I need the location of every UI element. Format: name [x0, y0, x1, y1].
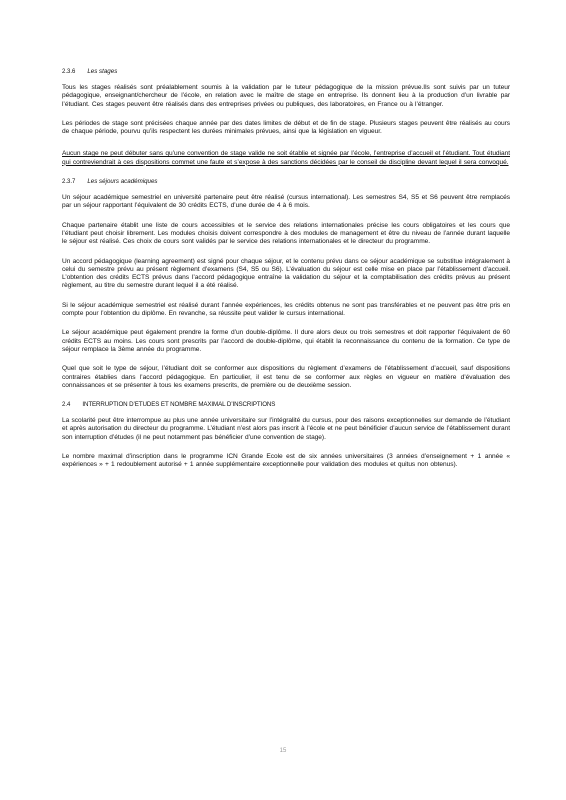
section-heading [62, 178, 510, 185]
paragraph: Le séjour académique peut également prendre la forme d’un double-diplôme. Il dure alors deux ou trois semestres et doit rapporter l’équivalent de 60 crédits ECTS au moins. Les cours sont prescrits par l’accord de double-diplôme, qui établit la reconnaissance du contenu de la formation. Ce type de séjour remplace la 3ème année du programme. [62, 329, 510, 353]
document-page [62, 68, 510, 481]
section-stages [62, 68, 510, 167]
paragraph-underlined: Aucun stage ne peut débuter sans qu’une convention de stage valide ne soit établie et signée par l’école, l’entreprise d’accueil et l’étudiant. Tout étudiant qui contreviendrait à ces dispositions commet une faute et s’expose à des sanctions décidées par le conseil de discipline devant lequel il sera convoqué. [62, 150, 510, 166]
paragraph: Chaque partenaire établit une liste de cours accessibles et le service des relations internationales précise les cours obligatoires et les cours que l’étudiant peut choisir librement. Les modules choisis doivent correspondre à des modules de management et être du niveau de l’année durant laquelle le séjour est réalisé. Ces choix de cours sont validés par le service des relations internationales et le directeur du programme. [62, 221, 510, 246]
section-number: 2.3.6 [62, 69, 76, 75]
page-number: 15 [279, 748, 287, 754]
section-heading [62, 401, 510, 408]
paragraph: Quel que soit le type de séjour, l’étudiant doit se conformer aux dispositions du règlement d’examens de l’établissement d’accueil, sauf dispositions contraires établies dans l’accord pédagogique. En particulier, il est tenu de se conformer aux règles en vigueur en matière d’évaluation des connaissances et se présenter à tous les examens prescrits, de première ou de deuxième session. [62, 365, 510, 389]
paragraph: Si le séjour académique semestriel est réalisé durant l’année expériences, les crédits obtenus ne sont pas transférables et ne peuvent pas être pris en compte pour l’obtention du diplôme. En revanche, sa réussite peut valider le cursus international. [62, 301, 510, 318]
section-title: Les séjours académiques [87, 178, 158, 186]
section-number: 2.3.7 [62, 179, 76, 186]
paragraph: La scolarité peut être interrompue au plus une année universitaire sur l’intégralité du cursus, pour des raisons exceptionnelles sur demande de l’étudiant et après autorisation du directeur du programme. L’étudiant n’est alors pas inscrit à l’école et ne peut bénéficier d’aucun service de l’établissement durant son interruption d’études (il ne peut notamment pas bénéficier d’une convention de stage). [62, 417, 510, 441]
section-title: INTERRUPTION D’ETUDES ET NOMBRE MAXIMAL D’INSCRIPTIONS [82, 401, 276, 409]
paragraph: Les périodes de stage sont précisées chaque année par des dates limites de début et de fin de stage. Plusieurs stages peuvent être réalisés au cours de chaque période, pourvu qu’ils respectent les durées minimales prévues, ainsi que la législation en vigueur. [62, 119, 510, 136]
paragraph: Le nombre maximal d’inscription dans le programme ICN Grande Ecole est de six années universitaires (3 années d’enseignement + 1 année « expériences » + 1 redoublement autorisé + 1 année supplémentaire exceptionnelle pour validation des modules et quitus non obtenus). [62, 453, 510, 469]
paragraph: Tous les stages réalisés sont préalablement soumis à la validation par le tuteur pédagogique de la mission prévue.Ils sont suivis par un tuteur pédagogique, enseignant/chercheur de l’école, en relation avec le maître de stage en entreprise. Ils donnent lieu à la production d’un livrable par l’étudiant. Ces stages peuvent être réalisés dans des entreprises privées ou publiques, des laboratoires, en France ou à l’étranger. [62, 84, 510, 108]
section-number: 2.4 [62, 402, 71, 409]
paragraph: Un accord pédagogique (learning agreement) est signé pour chaque séjour, et le contenu prévu dans ce séjour académique se substitue intégralement à celui du semestre prévu au présent règlement d’examens (S4, S5 ou S6). L’évaluation du séjour est celle mise en place par l’établissement d’accueil. L’obtention des crédits ECTS prévus dans l’accord pédagogique entraîne la validation du séjour et la comptabilisation des crédits prévus au présent règlement, au titre du semestre durant lequel il a été réalisé. [62, 257, 510, 290]
section-title: Les stages [87, 68, 118, 75]
section-heading [62, 68, 510, 75]
section-interruption-etudes [62, 401, 510, 469]
paragraph: Un séjour académique semestriel en université partenaire peut être réalisé (cursus international). Les semestres S4, S5 et S6 peuvent être remplacés par un séjour rapportant l’équivalent de 30 crédits ECTS, d’une durée de 4 à 6 mois. [62, 194, 510, 210]
section-sejours-academiques [62, 178, 510, 390]
